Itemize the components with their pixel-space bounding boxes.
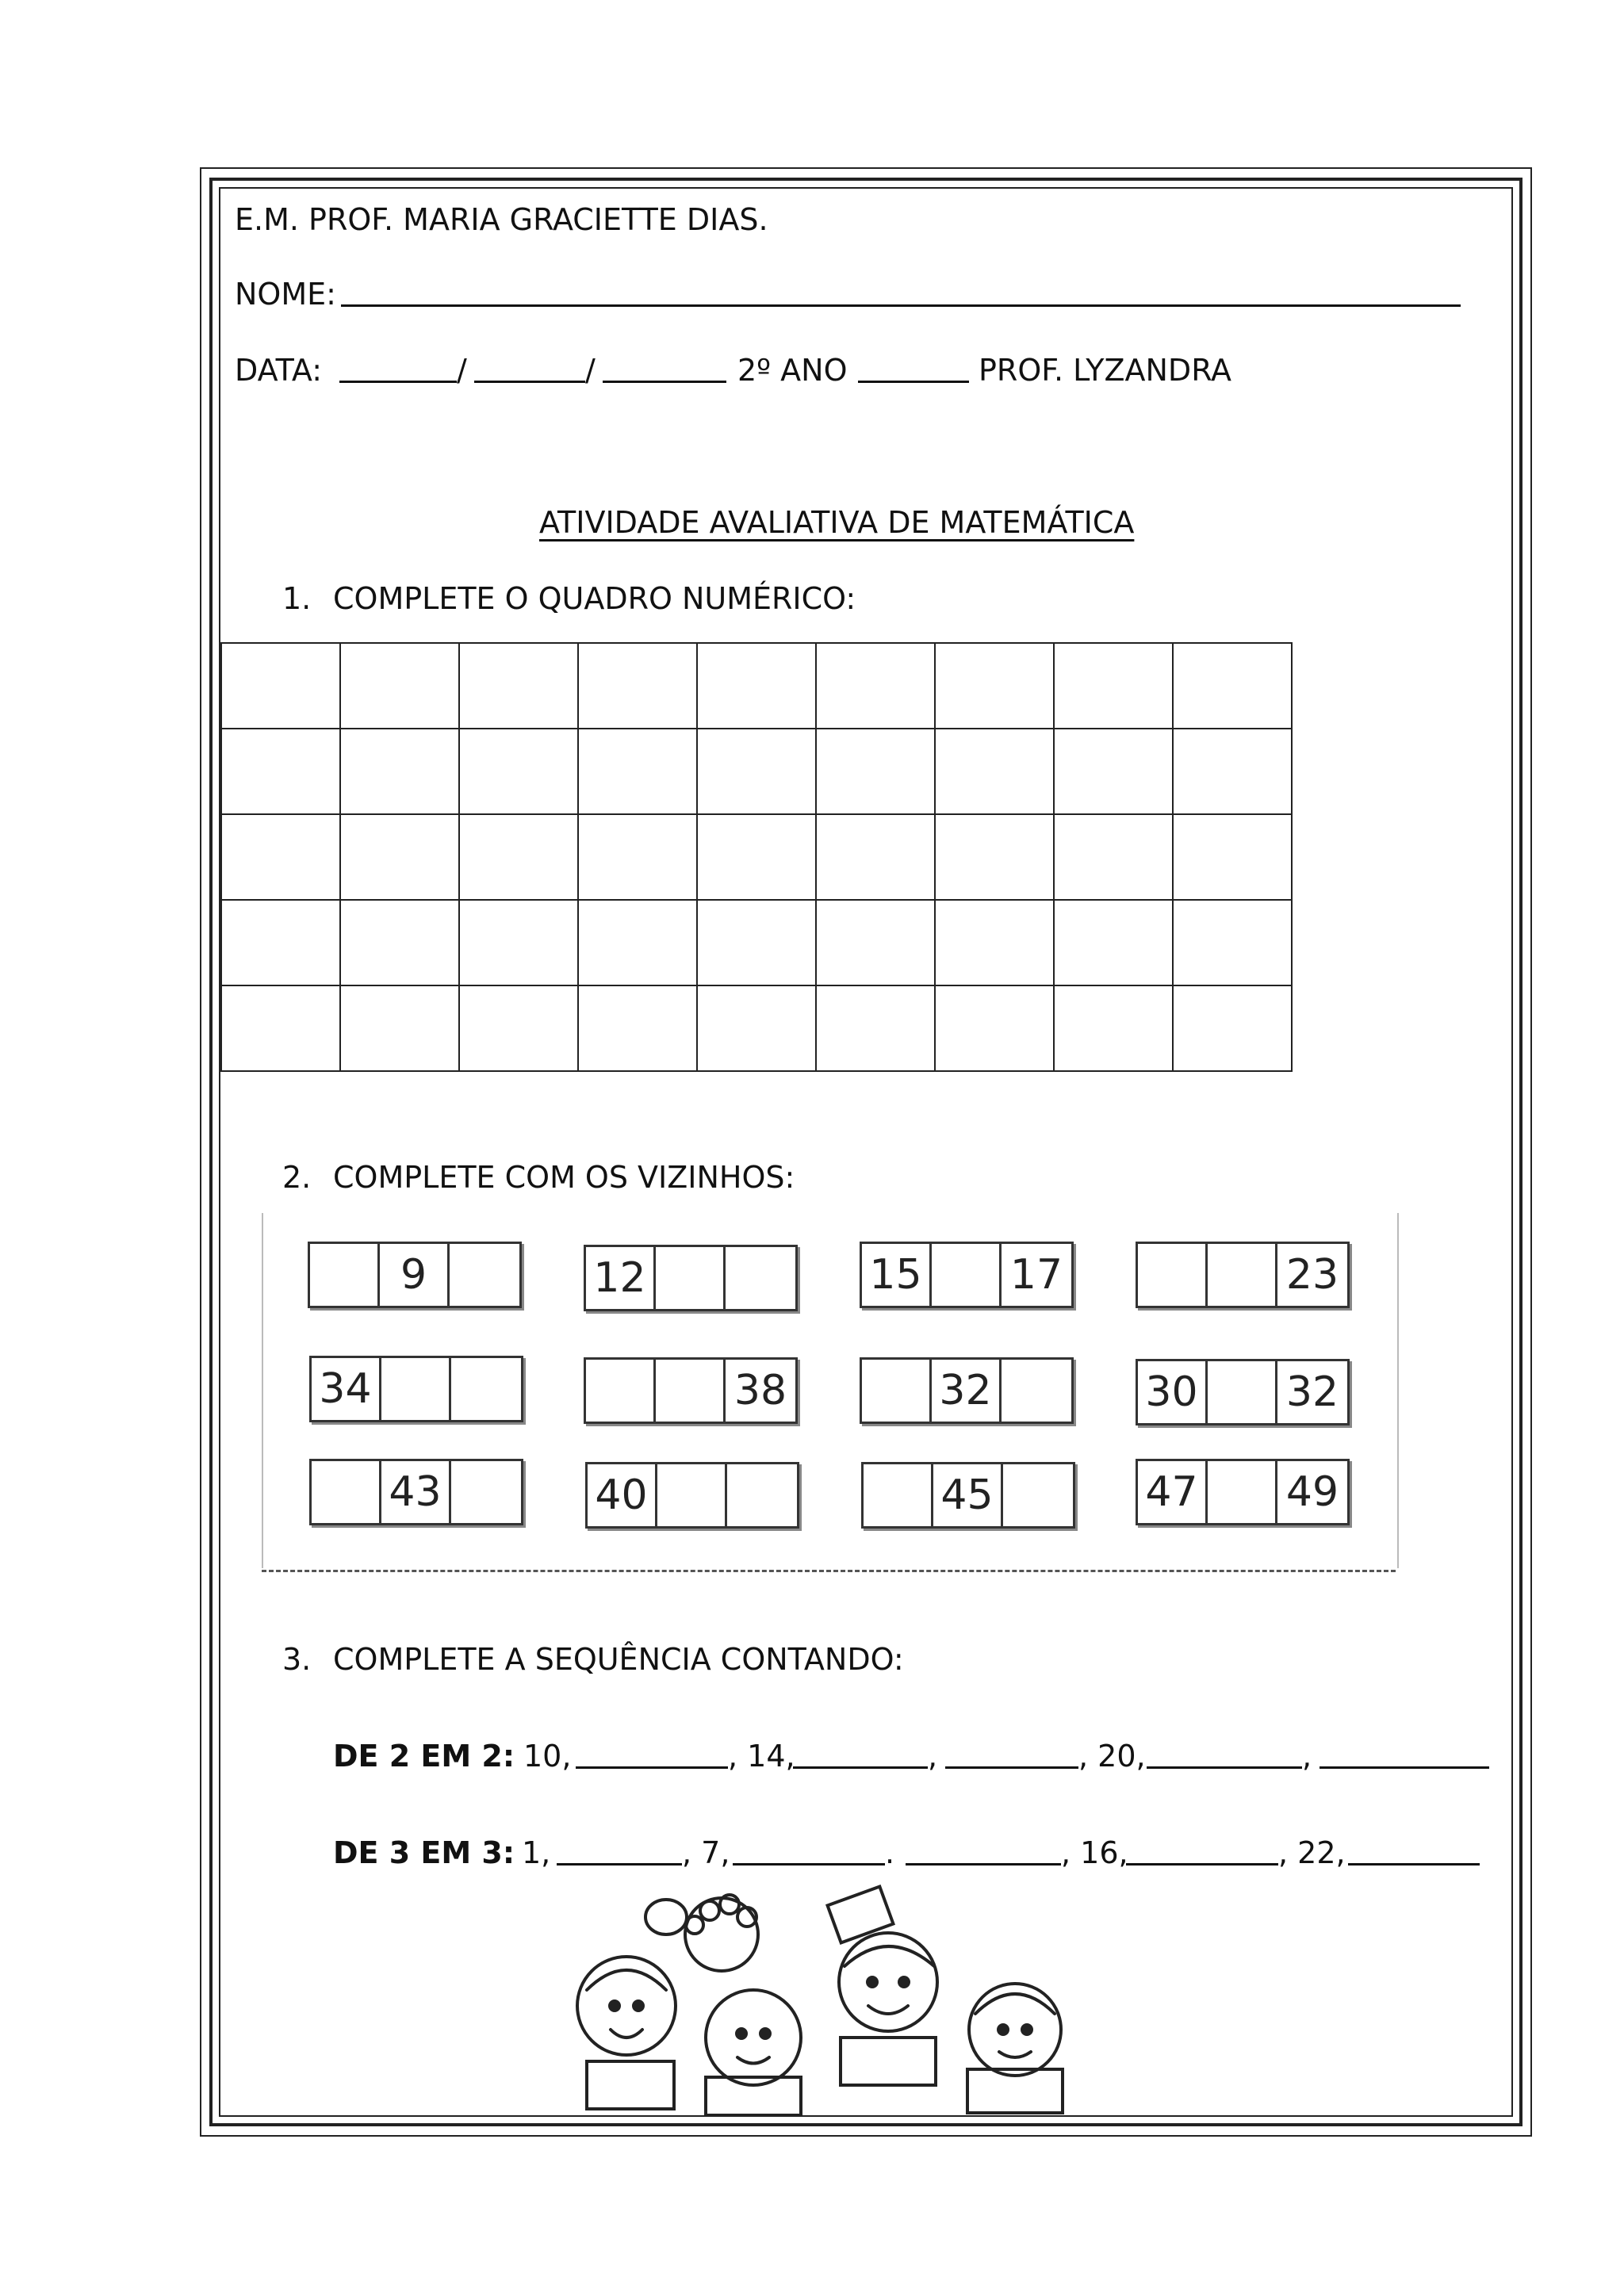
neighbor-cell[interactable] xyxy=(862,1360,932,1422)
q1-number: 1. xyxy=(282,581,312,616)
halo-shape xyxy=(645,1900,687,1934)
date-year-field[interactable] xyxy=(603,381,726,383)
neighbor-box xyxy=(860,1357,1074,1424)
seq-3-text-4: , 16, xyxy=(1061,1835,1128,1870)
neighbor-cell[interactable]: 30 xyxy=(1138,1361,1208,1423)
neighbor-cell[interactable] xyxy=(451,1358,521,1420)
name-label: NOME: xyxy=(235,277,336,312)
grid-cell[interactable] xyxy=(578,729,697,814)
grid-cell[interactable] xyxy=(221,814,340,900)
neighbor-cell[interactable]: 32 xyxy=(932,1360,1002,1422)
grid-cell[interactable] xyxy=(816,729,935,814)
seq-3-blank-1[interactable] xyxy=(557,1863,682,1866)
neighbor-box xyxy=(309,1356,523,1422)
neighbor-cell[interactable] xyxy=(1003,1464,1073,1526)
seq-2-blank-1[interactable] xyxy=(576,1766,728,1769)
grid-cell[interactable] xyxy=(1054,985,1173,1071)
neighbor-cell[interactable] xyxy=(310,1244,380,1306)
grid-cell[interactable] xyxy=(1054,900,1173,985)
neighbor-cell[interactable]: 49 xyxy=(1285,1468,1339,1516)
grid-cell[interactable] xyxy=(221,729,340,814)
seq-3-text-2: , 7, xyxy=(682,1835,730,1870)
school-name: E.M. PROF. MARIA GRACIETTE DIAS. xyxy=(235,202,768,237)
seq-2-blank-4[interactable] xyxy=(1147,1766,1302,1769)
neighbor-cell[interactable]: 40 xyxy=(588,1464,657,1526)
class-field[interactable] xyxy=(858,381,969,383)
seq-3-blank-3[interactable] xyxy=(906,1863,1061,1866)
neighbor-cell[interactable]: 9 xyxy=(380,1244,450,1306)
neighbor-cell[interactable] xyxy=(1208,1361,1277,1423)
neighbor-box xyxy=(1136,1242,1350,1308)
grid-row xyxy=(221,985,1292,1071)
date-day-field[interactable] xyxy=(339,381,457,383)
grid-cell[interactable] xyxy=(459,729,578,814)
neighbor-cell[interactable] xyxy=(381,1358,451,1420)
grid-cell[interactable] xyxy=(340,729,459,814)
neighbor-cell[interactable]: 34 xyxy=(312,1358,381,1420)
neighbor-cell[interactable]: 15 xyxy=(862,1244,932,1306)
neighbor-cell[interactable]: 17 xyxy=(1009,1251,1063,1299)
q3-number: 3. xyxy=(282,1642,312,1677)
grid-cell[interactable] xyxy=(340,643,459,729)
neighbor-box xyxy=(585,1462,799,1529)
grid-cell[interactable] xyxy=(935,814,1054,900)
neighbor-cell[interactable] xyxy=(451,1461,521,1523)
date-label: DATA: xyxy=(235,353,323,388)
neighbor-cell[interactable]: 38 xyxy=(733,1367,787,1414)
neighbor-cell[interactable] xyxy=(726,1247,795,1309)
number-grid xyxy=(220,642,1293,1072)
grid-cell[interactable] xyxy=(578,814,697,900)
grid-cell[interactable] xyxy=(1173,814,1292,900)
grid-row xyxy=(221,643,1292,729)
q2-number: 2. xyxy=(282,1160,312,1195)
date-month-field[interactable] xyxy=(474,381,585,383)
neighbor-cell[interactable] xyxy=(1002,1360,1071,1422)
neighbor-box xyxy=(584,1357,798,1424)
neighbor-cell[interactable]: 32 xyxy=(1285,1368,1339,1416)
seq-3-blank-4[interactable] xyxy=(1126,1863,1278,1866)
grid-cell[interactable] xyxy=(935,985,1054,1071)
grid-cell[interactable] xyxy=(935,729,1054,814)
seq-3-text-3: . xyxy=(885,1835,895,1870)
activity-title: ATIVIDADE AVALIATIVA DE MATEMÁTICA xyxy=(539,505,1135,540)
neighbor-cell[interactable] xyxy=(657,1464,727,1526)
seq-3-blank-5[interactable] xyxy=(1348,1863,1480,1866)
grid-cell[interactable] xyxy=(578,985,697,1071)
teacher-name: PROF. LYZANDRA xyxy=(979,353,1232,388)
grid-cell[interactable] xyxy=(1054,729,1173,814)
children-reading-icon xyxy=(555,1879,1110,2117)
neighbor-cell[interactable] xyxy=(450,1244,519,1306)
neighbor-cell[interactable]: 47 xyxy=(1138,1461,1208,1523)
neighbor-box xyxy=(1136,1359,1350,1425)
seq-2-blank-2[interactable] xyxy=(793,1766,928,1769)
grid-cell[interactable] xyxy=(221,985,340,1071)
grid-cell[interactable] xyxy=(340,900,459,985)
grid-row xyxy=(221,814,1292,900)
date-slash-1: / xyxy=(457,353,467,388)
grid-cell[interactable] xyxy=(697,729,816,814)
date-slash-2: / xyxy=(585,353,596,388)
grid-cell[interactable] xyxy=(459,985,578,1071)
neighbor-cell[interactable] xyxy=(864,1464,933,1526)
grid-cell[interactable] xyxy=(459,814,578,900)
neighbor-box xyxy=(308,1242,522,1308)
neighbor-cell[interactable]: 12 xyxy=(586,1247,656,1309)
seq-3-start: 1, xyxy=(522,1835,551,1870)
neighbor-cell[interactable] xyxy=(656,1247,726,1309)
grid-cell[interactable] xyxy=(935,900,1054,985)
grid-cell[interactable] xyxy=(1054,814,1173,900)
grid-cell[interactable] xyxy=(697,900,816,985)
seq-3-label: DE 3 EM 3: xyxy=(333,1835,515,1870)
seq-3-text-5: , 22, xyxy=(1278,1835,1346,1870)
grid-cell[interactable] xyxy=(816,900,935,985)
q3-instruction: COMPLETE A SEQUÊNCIA CONTANDO: xyxy=(333,1642,904,1677)
q2-instruction: COMPLETE COM OS VIZINHOS: xyxy=(333,1160,795,1195)
panel-dashed-border xyxy=(262,1560,1396,1572)
name-field[interactable] xyxy=(341,304,1461,307)
seq-2-label: DE 2 EM 2: xyxy=(333,1739,515,1774)
grid-cell[interactable] xyxy=(935,643,1054,729)
grid-cell[interactable] xyxy=(697,985,816,1071)
grid-cell[interactable] xyxy=(340,985,459,1071)
grid-cell[interactable] xyxy=(697,814,816,900)
neighbor-cell[interactable] xyxy=(1208,1461,1277,1523)
grade-label: 2º ANO xyxy=(737,353,848,388)
page-border-inner xyxy=(219,187,1513,2117)
grid-cell[interactable] xyxy=(578,900,697,985)
seq-2-blank-5[interactable] xyxy=(1320,1766,1489,1769)
neighbor-cell[interactable] xyxy=(932,1244,1002,1306)
grid-cell[interactable] xyxy=(816,643,935,729)
grid-cell[interactable] xyxy=(1173,900,1292,985)
grid-cell[interactable] xyxy=(459,900,578,985)
seq-2-blank-3[interactable] xyxy=(945,1766,1078,1769)
neighbor-box xyxy=(861,1462,1075,1529)
neighbor-cell[interactable]: 45 xyxy=(933,1464,1003,1526)
grid-cell[interactable] xyxy=(459,643,578,729)
neighbor-cell[interactable] xyxy=(656,1360,726,1422)
grid-cell[interactable] xyxy=(1173,729,1292,814)
seq-2-text-3: , xyxy=(928,1739,938,1774)
seq-2-text-5: , xyxy=(1302,1739,1312,1774)
neighbor-cell[interactable]: 23 xyxy=(1285,1251,1339,1299)
neighbor-box xyxy=(860,1242,1074,1308)
seq-3-blank-2[interactable] xyxy=(733,1863,885,1866)
grid-row xyxy=(221,900,1292,985)
neighbor-box xyxy=(584,1245,798,1311)
grid-cell[interactable] xyxy=(1054,643,1173,729)
grid-cell[interactable] xyxy=(221,643,340,729)
grid-cell[interactable] xyxy=(578,643,697,729)
grid-cell[interactable] xyxy=(340,814,459,900)
seq-2-text-2: , 14, xyxy=(728,1739,795,1774)
seq-2-start: 10, xyxy=(523,1739,572,1774)
neighbor-cell[interactable] xyxy=(1138,1244,1208,1306)
grid-cell[interactable] xyxy=(1173,643,1292,729)
neighbor-cell[interactable] xyxy=(727,1464,797,1526)
seq-2-text-4: , 20, xyxy=(1078,1739,1146,1774)
neighbor-cell[interactable] xyxy=(312,1461,381,1523)
grid-cell[interactable] xyxy=(816,814,935,900)
grid-cell[interactable] xyxy=(816,985,935,1071)
neighbor-cell[interactable] xyxy=(586,1360,656,1422)
neighbor-box xyxy=(309,1459,523,1525)
grid-row xyxy=(221,729,1292,814)
grid-cell[interactable] xyxy=(1173,985,1292,1071)
grid-cell[interactable] xyxy=(221,900,340,985)
neighbor-cell[interactable] xyxy=(1208,1244,1277,1306)
q1-instruction: COMPLETE O QUADRO NUMÉRICO: xyxy=(333,581,856,616)
neighbor-cell[interactable]: 43 xyxy=(381,1461,451,1523)
grid-cell[interactable] xyxy=(697,643,816,729)
neighbor-box xyxy=(1136,1459,1350,1525)
